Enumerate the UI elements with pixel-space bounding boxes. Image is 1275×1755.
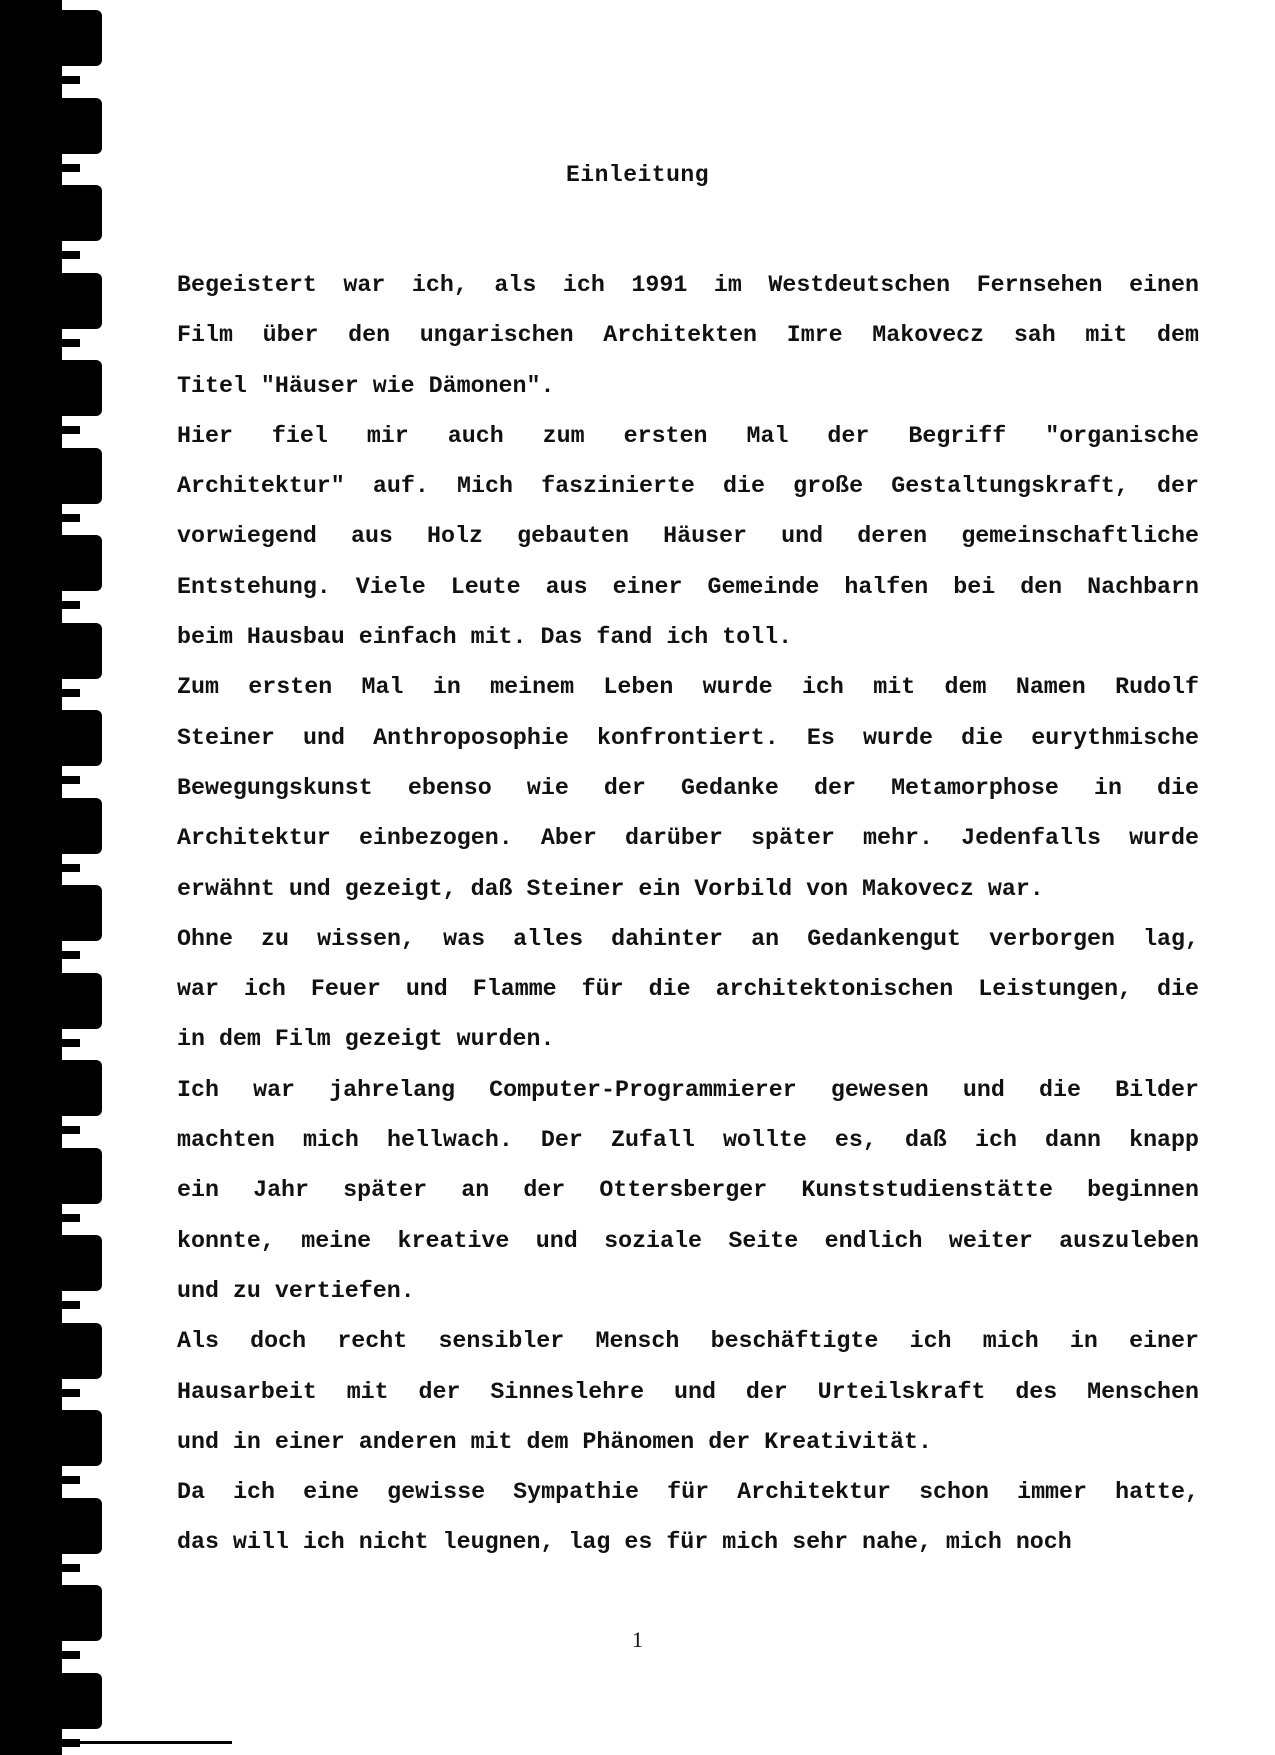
binding-notch xyxy=(62,1301,80,1309)
binding-notch xyxy=(62,1564,80,1572)
binding-notch xyxy=(62,339,80,347)
binding-hole xyxy=(62,798,102,854)
body-text xyxy=(177,260,1199,1568)
text-line: und zu vertiefen. xyxy=(177,1277,415,1304)
text-line: ein Jahr später an der Ottersberger Kunststudienstätte beginnen xyxy=(177,1177,1199,1204)
text-line: Film über den ungarischen Architekten Imre Makovecz sah mit dem xyxy=(177,322,1199,349)
text-line: Da ich eine gewisse Sympathie für Architektur schon immer hatte, xyxy=(177,1479,1199,1506)
binding-notch xyxy=(62,1389,80,1397)
binding-holes xyxy=(62,0,112,1755)
binding-hole xyxy=(62,448,102,504)
binding-hole xyxy=(62,10,102,66)
text-line: Als doch recht sensibler Mensch beschäftigte ich mich in einer xyxy=(177,1328,1199,1355)
binding-notch xyxy=(62,426,80,434)
text-line: Bewegungskunst ebenso wie der Gedanke der Metamorphose in die xyxy=(177,774,1199,801)
binding-hole xyxy=(62,273,102,329)
text-line: vorwiegend aus Holz gebauten Häuser und deren gemeinschaftliche xyxy=(177,523,1199,550)
scan-bottom-edge xyxy=(62,1741,232,1744)
text-line: Entstehung. Viele Leute aus einer Gemeinde halfen bei den Nachbarn xyxy=(177,573,1199,600)
binding-notch xyxy=(62,76,80,84)
binding-hole xyxy=(62,1235,102,1291)
text-line: machten mich hellwach. Der Zufall wollte es, daß ich dann knapp xyxy=(177,1127,1199,1154)
binding-hole xyxy=(62,710,102,766)
binding-hole xyxy=(62,973,102,1029)
binding-notch xyxy=(62,251,80,259)
text-line: konnte, meine kreative und soziale Seite endlich weiter auszuleben xyxy=(177,1227,1199,1254)
scan-binding-strip xyxy=(0,0,62,1755)
text-line: und in einer anderen mit dem Phänomen der Kreativität. xyxy=(177,1428,932,1455)
binding-notch xyxy=(62,1039,80,1047)
text-line: Titel "Häuser wie Dämonen". xyxy=(177,372,555,399)
text-line: Ohne zu wissen, was alles dahinter an Gedankengut verborgen lag, xyxy=(177,925,1199,952)
text-line: Hier fiel mir auch zum ersten Mal der Begriff "organische xyxy=(177,422,1199,449)
binding-notch xyxy=(62,514,80,522)
text-line: Architektur einbezogen. Aber darüber später mehr. Jedenfalls wurde xyxy=(177,825,1199,852)
binding-notch xyxy=(62,1126,80,1134)
binding-notch xyxy=(62,1476,80,1484)
text-line: Zum ersten Mal in meinem Leben wurde ich mit dem Namen Rudolf xyxy=(177,674,1199,701)
binding-notch xyxy=(62,1214,80,1222)
binding-hole xyxy=(62,1410,102,1466)
binding-hole xyxy=(62,623,102,679)
binding-hole xyxy=(62,1060,102,1116)
text-line: Steiner und Anthroposophie konfrontiert. Es wurde die eurythmische xyxy=(177,724,1199,751)
text-line: das will ich nicht leugnen, lag es für mich sehr nahe, mich noch xyxy=(177,1529,1072,1556)
binding-notch xyxy=(62,951,80,959)
binding-hole xyxy=(62,1673,102,1729)
binding-notch xyxy=(62,601,80,609)
text-line: erwähnt und gezeigt, daß Steiner ein Vorbild von Makovecz war. xyxy=(177,875,1044,902)
binding-hole xyxy=(62,1323,102,1379)
text-line: in dem Film gezeigt wurden. xyxy=(177,1026,555,1053)
binding-hole xyxy=(62,885,102,941)
text-line: Ich war jahrelang Computer-Programmierer gewesen und die Bilder xyxy=(177,1076,1199,1103)
text-line: Hausarbeit mit der Sinneslehre und der Urteilskraft des Menschen xyxy=(177,1378,1199,1405)
binding-hole xyxy=(62,535,102,591)
page-number: 1 xyxy=(632,1627,643,1652)
text-line: war ich Feuer und Flamme für die architektonischen Leistungen, die xyxy=(177,976,1199,1003)
page-title: Einleitung xyxy=(565,162,710,188)
text-line: beim Hausbau einfach mit. Das fand ich toll. xyxy=(177,624,793,651)
binding-notch xyxy=(62,776,80,784)
text-line: Architektur" auf. Mich faszinierte die große Gestaltungskraft, der xyxy=(177,473,1199,500)
binding-hole xyxy=(62,360,102,416)
binding-notch xyxy=(62,689,80,697)
binding-hole xyxy=(62,1148,102,1204)
binding-hole xyxy=(62,185,102,241)
binding-notch xyxy=(62,864,80,872)
binding-hole xyxy=(62,98,102,154)
binding-hole xyxy=(62,1498,102,1554)
text-line: Begeistert war ich, als ich 1991 im Westdeutschen Fernsehen einen xyxy=(177,272,1199,298)
